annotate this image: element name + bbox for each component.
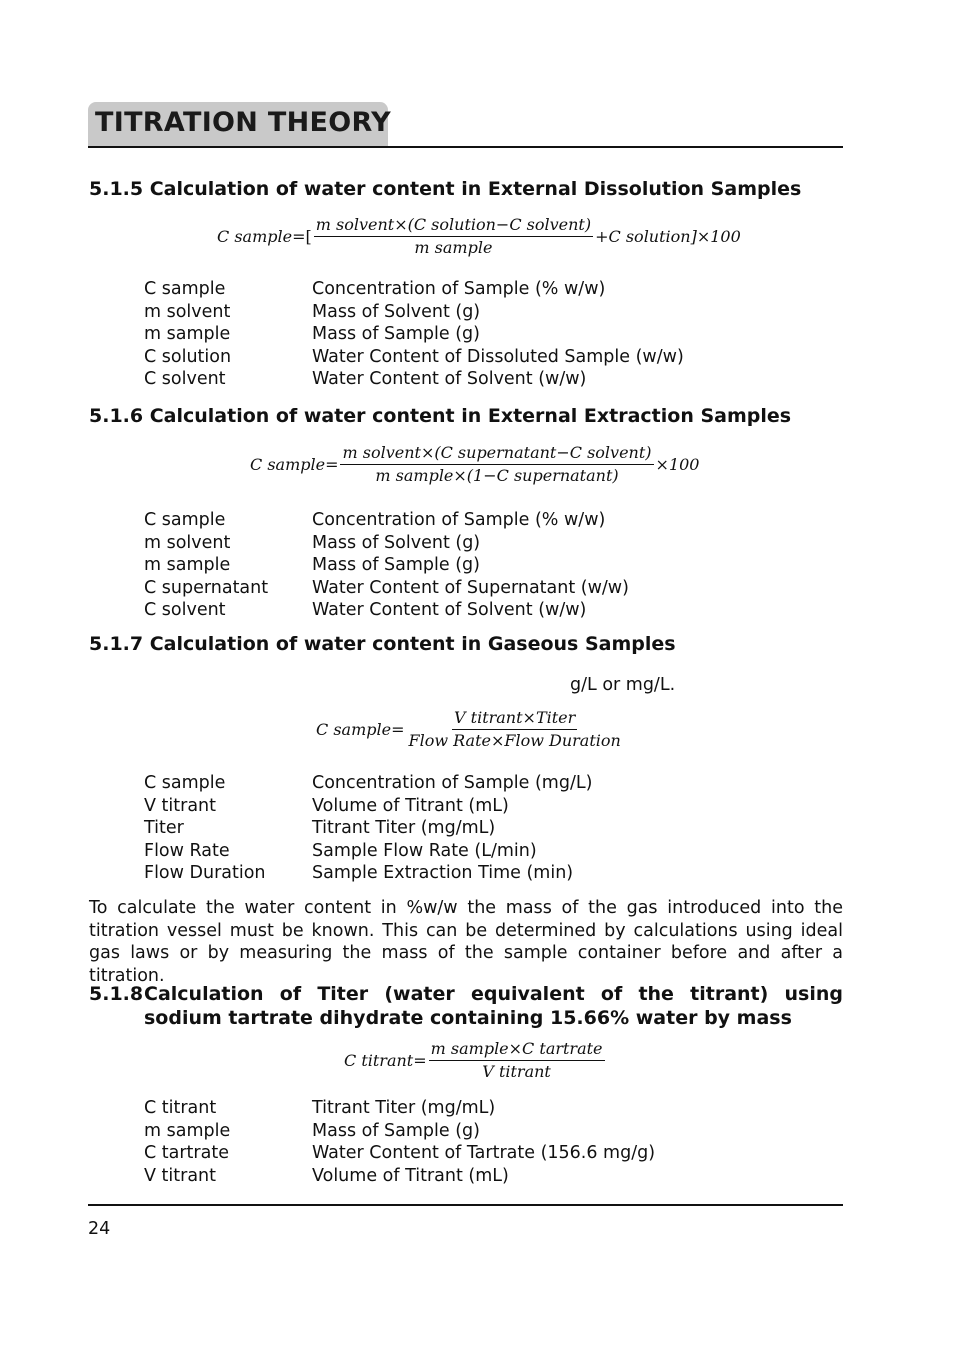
definitions-5-1-8 (144, 1097, 655, 1187)
definition-row (144, 278, 684, 301)
definition-term: C tartrate (144, 1143, 229, 1163)
formula-eq: =[ (292, 227, 312, 246)
definition-term: C sample (144, 279, 226, 299)
definition-desc: Mass of Sample (g) (312, 555, 480, 575)
definition-row (144, 554, 629, 577)
section-heading-text: Calculation of Titer (water equivalent of the titrant) using sodium tartrate dihydrate containing 15.66% water by mass (144, 983, 843, 1029)
definition-desc: Mass of Solvent (g) (312, 532, 481, 553)
formula-5-1-7 (316, 708, 625, 751)
definitions-5-1-5 (144, 278, 684, 391)
formula-denominator: Flow Rate×Flow Duration (408, 731, 621, 750)
formula-denominator: m sample×(1−C supernatant) (375, 466, 619, 485)
definition-row (144, 1165, 655, 1188)
section-heading-5-1-6: 5.1.6 Calculation of water content in External Extraction Samples (89, 405, 792, 427)
definition-row (144, 817, 592, 840)
definition-row (144, 1097, 655, 1120)
page-number: 24 (88, 1219, 111, 1239)
formula-numerator: m solvent×(C solution−C solvent) (314, 215, 593, 237)
formula-eq: = (325, 455, 339, 474)
definition-desc: Titrant Titer (mg/mL) (312, 1098, 496, 1118)
definition-term: m solvent (144, 301, 231, 322)
definition-desc: Mass of Sample (g) (312, 1120, 480, 1141)
formula-lhs: C sample (316, 720, 392, 739)
definition-term: m sample (144, 324, 231, 344)
definition-desc: Mass of Sample (g) (312, 324, 480, 344)
definition-row (144, 301, 684, 324)
definition-term: m solvent (144, 532, 231, 553)
definition-row (144, 840, 592, 863)
definition-term: C titrant (144, 1098, 217, 1118)
definition-term: Flow Duration (144, 863, 266, 883)
formula-denominator: V titrant (482, 1062, 551, 1081)
definition-term: m sample (144, 1120, 231, 1141)
definition-desc: Water Content of Solvent (w/w) (312, 600, 587, 620)
formula-5-1-6 (250, 443, 699, 486)
definition-term: C sample (144, 510, 226, 530)
formula-numerator: V titrant×Titer (452, 708, 577, 730)
definition-term: C solvent (144, 600, 226, 620)
definition-row (144, 532, 629, 555)
definition-term: V titrant (144, 795, 216, 816)
definition-row (144, 346, 684, 369)
definition-term: C solvent (144, 369, 226, 389)
definition-row (144, 1142, 655, 1165)
definition-term: C supernatant (144, 577, 269, 598)
formula-lhs: C titrant (344, 1051, 414, 1070)
formula-tail: +C solution]×100 (595, 227, 741, 246)
section-number: 5.1.8 (89, 983, 144, 1005)
definition-desc: Sample Extraction Time (min) (312, 863, 574, 883)
definition-row (144, 599, 629, 622)
definition-desc: Water Content of Solvent (w/w) (312, 369, 587, 389)
definition-desc: Volume of Titrant (mL) (312, 1165, 509, 1186)
section-heading-5-1-7: 5.1.7 Calculation of water content in Gaseous Samples (89, 633, 676, 655)
definition-row (144, 323, 684, 346)
definition-row (144, 772, 592, 795)
formula-tail: ×100 (655, 455, 700, 474)
gas-mass-paragraph: To calculate the water content in %w/w the mass of the gas introduced into the titration vessel must be known. This can be determined by calculations using ideal gas laws or by measuring the mass of the sample container before and after a titration. (89, 898, 843, 986)
formula-fraction (406, 708, 622, 751)
formula-fraction (314, 215, 593, 258)
definition-row (144, 577, 629, 600)
formula-numerator: m sample×C tartrate (429, 1039, 605, 1061)
formula-5-1-8 (344, 1039, 607, 1082)
section-heading-5-1-8 (89, 982, 843, 1030)
definition-desc: Water Content of Dissoluted Sample (w/w) (312, 346, 684, 367)
formula-eq: = (413, 1051, 427, 1070)
formula-eq: = (391, 720, 405, 739)
definition-term: m sample (144, 555, 231, 575)
definition-term: Flow Rate (144, 840, 230, 861)
definition-desc: Concentration of Sample (% w/w) (312, 279, 606, 299)
formula-lhs: C sample (250, 455, 326, 474)
definitions-5-1-7 (144, 772, 592, 885)
definition-desc: Water Content of Supernatant (w/w) (312, 577, 629, 598)
definitions-5-1-6 (144, 509, 629, 622)
header-rule (88, 146, 843, 148)
formula-numerator: m solvent×(C supernatant−C solvent) (340, 443, 653, 465)
definition-desc: Concentration of Sample (% w/w) (312, 510, 606, 530)
definition-row (144, 509, 629, 532)
definition-desc: Mass of Solvent (g) (312, 301, 481, 322)
formula-5-1-5 (217, 215, 741, 258)
footer-rule (88, 1204, 843, 1206)
definition-desc: Titrant Titer (mg/mL) (312, 818, 496, 838)
definition-row (144, 862, 592, 885)
definition-desc: Water Content of Tartrate (156.6 mg/g) (312, 1143, 656, 1163)
definition-term: V titrant (144, 1165, 216, 1186)
unit-note: g/L or mg/L. (570, 675, 676, 695)
definition-desc: Volume of Titrant (mL) (312, 795, 509, 816)
formula-denominator: m sample (414, 238, 493, 257)
formula-fraction (340, 443, 653, 486)
definition-term: Titer (144, 818, 184, 838)
section-heading-5-1-5: 5.1.5 Calculation of water content in External Dissolution Samples (89, 178, 802, 200)
definition-row (144, 795, 592, 818)
definition-term: C solution (144, 346, 232, 367)
definition-row (144, 1120, 655, 1143)
definition-term: C sample (144, 773, 226, 793)
definition-desc: Concentration of Sample (mg/L) (312, 773, 593, 793)
definition-row (144, 368, 684, 391)
page-title: TITRATION THEORY (95, 107, 391, 138)
formula-lhs: C sample (217, 227, 293, 246)
definition-desc: Sample Flow Rate (L/min) (312, 840, 537, 861)
formula-fraction (429, 1039, 605, 1082)
